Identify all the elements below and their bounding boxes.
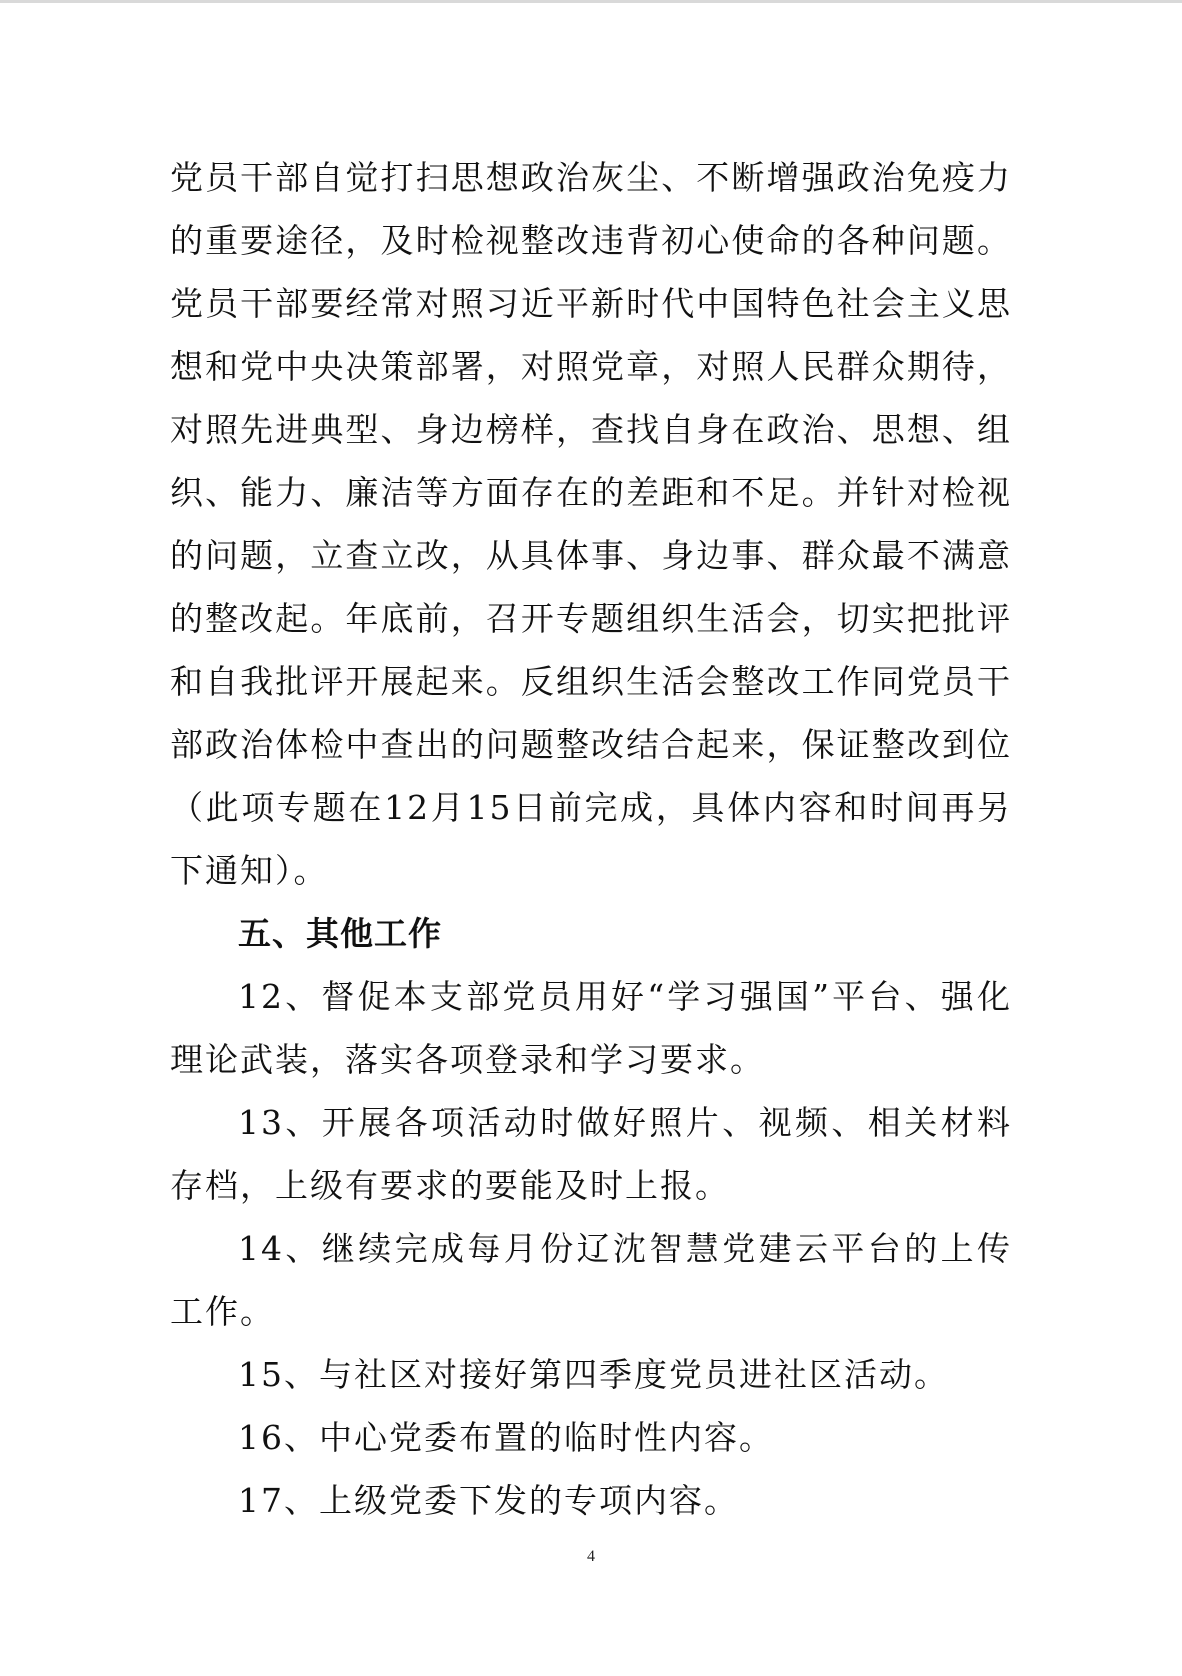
list-item-14: 14、继续完成每月份辽沈智慧党建云平台的上传工作。 — [170, 1229, 1012, 1331]
list-item-17: 17、上级党委下发的专项内容。 — [238, 1481, 739, 1520]
body-paragraph-continuation: 党员干部自觉打扫思想政治灰尘、不断增强政治免疫力的重要途径，及时检视整改违背初心使命的各种问题。党员干部要经常对照习近平新时代中国特色社会主义思想和党中央决策部署，对照党章，对照人民群众期待，对照先进典型、身边榜样，查找自身在政治、思想、组织、能力、廉洁等方面存在的差距和不足。并针对检视的问题，立查立改，从具体事、身边事、群众最不满意的整改起。年底前，召开专题组织生活会，切实把批评和自我批评开展起来。反组织生活会整改工作同党员干部政治体检中查出的问题整改结合起来，保证整改到位（此项专题在12月15日前完成，具体内容和时间再另下通知）。 — [170, 158, 1012, 890]
page-top-edge — [0, 0, 1182, 3]
document-page — [170, 146, 1012, 1532]
list-item-13: 13、开展各项活动时做好照片、视频、相关材料存档，上级有要求的要能及时上报。 — [170, 1103, 1012, 1205]
list-item-12: 12、督促本支部党员用好“学习强国”平台、强化理论武装，落实各项登录和学习要求。 — [170, 977, 1012, 1079]
list-item-15: 15、与社区对接好第四季度党员进社区活动。 — [238, 1355, 949, 1394]
list-item-16: 16、中心党委布置的临时性内容。 — [238, 1418, 774, 1457]
page-number: 4 — [587, 1548, 595, 1565]
section-heading-other-work: 五、其他工作 — [238, 914, 442, 953]
